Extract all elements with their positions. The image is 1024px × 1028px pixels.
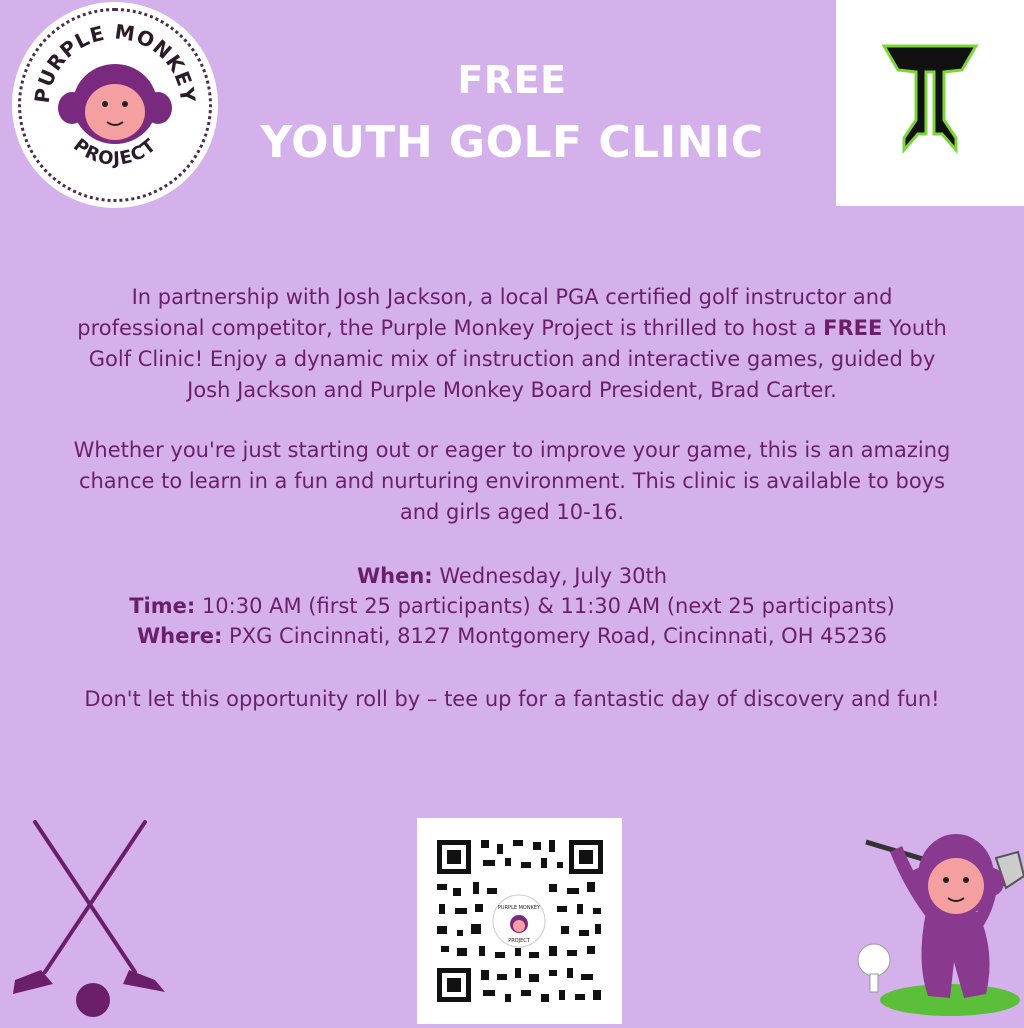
partner-x-logo-icon (836, 0, 1024, 206)
crossed-golf-clubs-icon (5, 812, 175, 1022)
partner-logo (836, 0, 1024, 206)
title-free: FREE (457, 58, 567, 102)
intro-free-emphasis: FREE (823, 316, 883, 340)
title-main: YOUTH GOLF CLINIC (260, 117, 764, 168)
when-value: Wednesday, July 30th (432, 564, 668, 588)
when-line (70, 561, 954, 591)
event-details (70, 561, 954, 651)
closing-paragraph: Don't let this opportunity roll by – tee up for a fantastic day of discovery and fun! (84, 687, 940, 711)
qr-center-bottom-text: PROJECT (508, 938, 530, 944)
where-line (70, 621, 954, 651)
intro-tail: Youth Golf Clinic! Enjoy a dynamic mix of instruction and interactive games, guided by Josh Jackson and Purple Monkey Board President, Brad Carter. (88, 316, 947, 402)
intro-lead: In partnership with Josh Jackson, a local PGA certified golf instructor and professional competitor, the Purple Monkey Project is thrilled to host a (77, 285, 893, 340)
time-value: 10:30 AM (first 25 participants) & 11:30 AM (next 25 participants) (195, 594, 895, 618)
time-label: Time: (129, 594, 196, 618)
eligibility-paragraph: Whether you're just starting out or eager to improve your game, this is an amazing chance to learn in a fun and nurturing environment. This clinic is available to boys and girls aged 10-16. (73, 438, 951, 524)
where-label: Where: (137, 624, 223, 648)
when-label: When: (356, 564, 433, 588)
logo-bottom-text: PROJECT (69, 134, 161, 170)
qr-center-top-text: PURPLE MONKEY (497, 905, 541, 911)
logo-graphic (14, 4, 216, 206)
qr-code-graphic (417, 818, 622, 1024)
where-value: PXG Cincinnati, 8127 Montgomery Road, Cincinnati, OH 45236 (222, 624, 887, 648)
monkey-face-icon (58, 64, 172, 144)
golfer-monkey-icon (846, 812, 1024, 1024)
purple-monkey-logo (14, 4, 216, 206)
time-line (70, 591, 954, 621)
intro-paragraph (70, 282, 954, 406)
logo-top-text: PURPLE MONKEY (29, 19, 201, 105)
qr-code[interactable] (417, 818, 622, 1024)
